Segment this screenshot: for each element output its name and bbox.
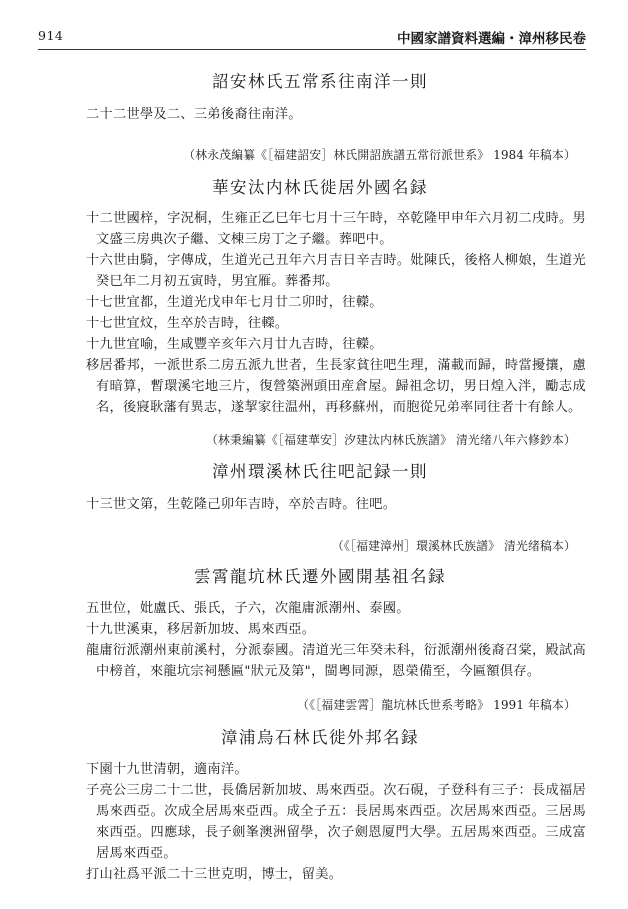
paragraph: 下園十九世清朝，適南洋。 bbox=[86, 762, 248, 777]
paragraph: 十七世宜炆，生卒於吉時，往𨏍。 bbox=[86, 316, 289, 331]
paragraph: 五世位，妣盧氏、張氏，子六，次龍庸派潮州、泰國。 bbox=[86, 601, 410, 616]
paragraph: 十三世文第，生乾隆己卯年吉時，卒於吉時。往吧。 bbox=[86, 497, 397, 512]
paragraph: 十九世宜喻，生咸豐辛亥年六月廿九吉時，往𨏍。 bbox=[86, 337, 383, 352]
source-citation: （《［福建漳州］環溪林氏族譜》 清光绪稿本） bbox=[331, 539, 576, 553]
page-number: 914 bbox=[38, 28, 64, 43]
paragraph: 十七世宜都，生道光戊申年七月廿二卯时，往𨏍。 bbox=[86, 295, 383, 310]
section-body bbox=[86, 598, 586, 682]
section-body bbox=[86, 759, 586, 885]
section-title: 華安汰内林氏徙居外國名録 bbox=[212, 178, 428, 197]
paragraph: 移居番邦，一派世系二房五派九世者，生長家貧往吧生理，滿載而歸，時當擾攘，慮有暗算，暫環溪宅地三片，復營築洲頭田産倉屋。歸祖念切，男日煌入泮，勵志成名，後寢耿藩有異志，遂挈家往温州，再移蘇州，而胞從兄弟率同往者十有餘人。 bbox=[86, 358, 586, 415]
section-title: 詔安林氏五常系往南洋一則 bbox=[212, 72, 428, 91]
paragraph: 二十二世學及二、三弟後裔往南洋。 bbox=[86, 107, 302, 122]
section-title: 雲霄龍坑林氏遷外國開基祖名録 bbox=[194, 567, 446, 586]
source-citation: （《［福建雲霄］龍坑林氏世系考略》 1991 年稿本） bbox=[297, 698, 576, 712]
paragraph: 子亮公三房二十二世，長僑居新加坡、馬來西亞。次石硯，子登科有三子：長成福居馬來西亞。次成全居馬來亞西。成全子五：長居馬來西亞。次居馬來西亞。三居馬來西亞。四應球，長子劍峯澳洲留學，次子劍恩厦門大學。五居馬來西亞。三成富居馬來西亞。 bbox=[86, 783, 586, 861]
source-citation: （林秉編纂《［福建華安］汐建汰内林氏族譜》 清光绪八年六修鈔本） bbox=[206, 433, 576, 447]
paragraph: 打山社爲平派二十三世克明，博士，留美。 bbox=[86, 867, 343, 882]
section-body bbox=[86, 494, 586, 515]
paragraph: 十二世國梓，字況桐，生雍正乙巳年七月十三午時，卒乾隆甲申年六月初二戌時。男文盛三房典次子繼、文棟三房丁之子繼。葬吧中。 bbox=[86, 211, 586, 247]
paragraph: 十九世溪東，移居新加坡、馬來西亞。 bbox=[86, 622, 316, 637]
section-title: 漳浦烏石林氏徙外邦名録 bbox=[221, 728, 419, 747]
paragraph: 龍庸衍派潮州東前溪村，分派泰國。清道光三年癸未科，衍派潮州後裔召棠，殿試高中榜首，來龍坑宗祠懸匾"狀元及第"，閩粵同源，恩榮備至，今匾額倶存。 bbox=[86, 643, 586, 679]
section-body bbox=[86, 104, 586, 125]
paragraph: 十六世由騎，字傳成，生道光己丑年六月吉日辛吉時。妣陳氏，後格人柳娘，生道光癸巳年二月初五寅時，男宜雁。葬番邦。 bbox=[86, 253, 586, 289]
section-body bbox=[86, 208, 586, 418]
source-citation: （林永茂編纂《［福建詔安］林氏開詔族譜五常衍派世系》 1984 年稿本） bbox=[183, 148, 576, 162]
section-title: 漳州環溪林氏往吧記録一則 bbox=[212, 462, 428, 481]
page-header bbox=[38, 24, 586, 50]
book-title: 中國家譜資料選編・漳州移民卷 bbox=[397, 31, 586, 47]
